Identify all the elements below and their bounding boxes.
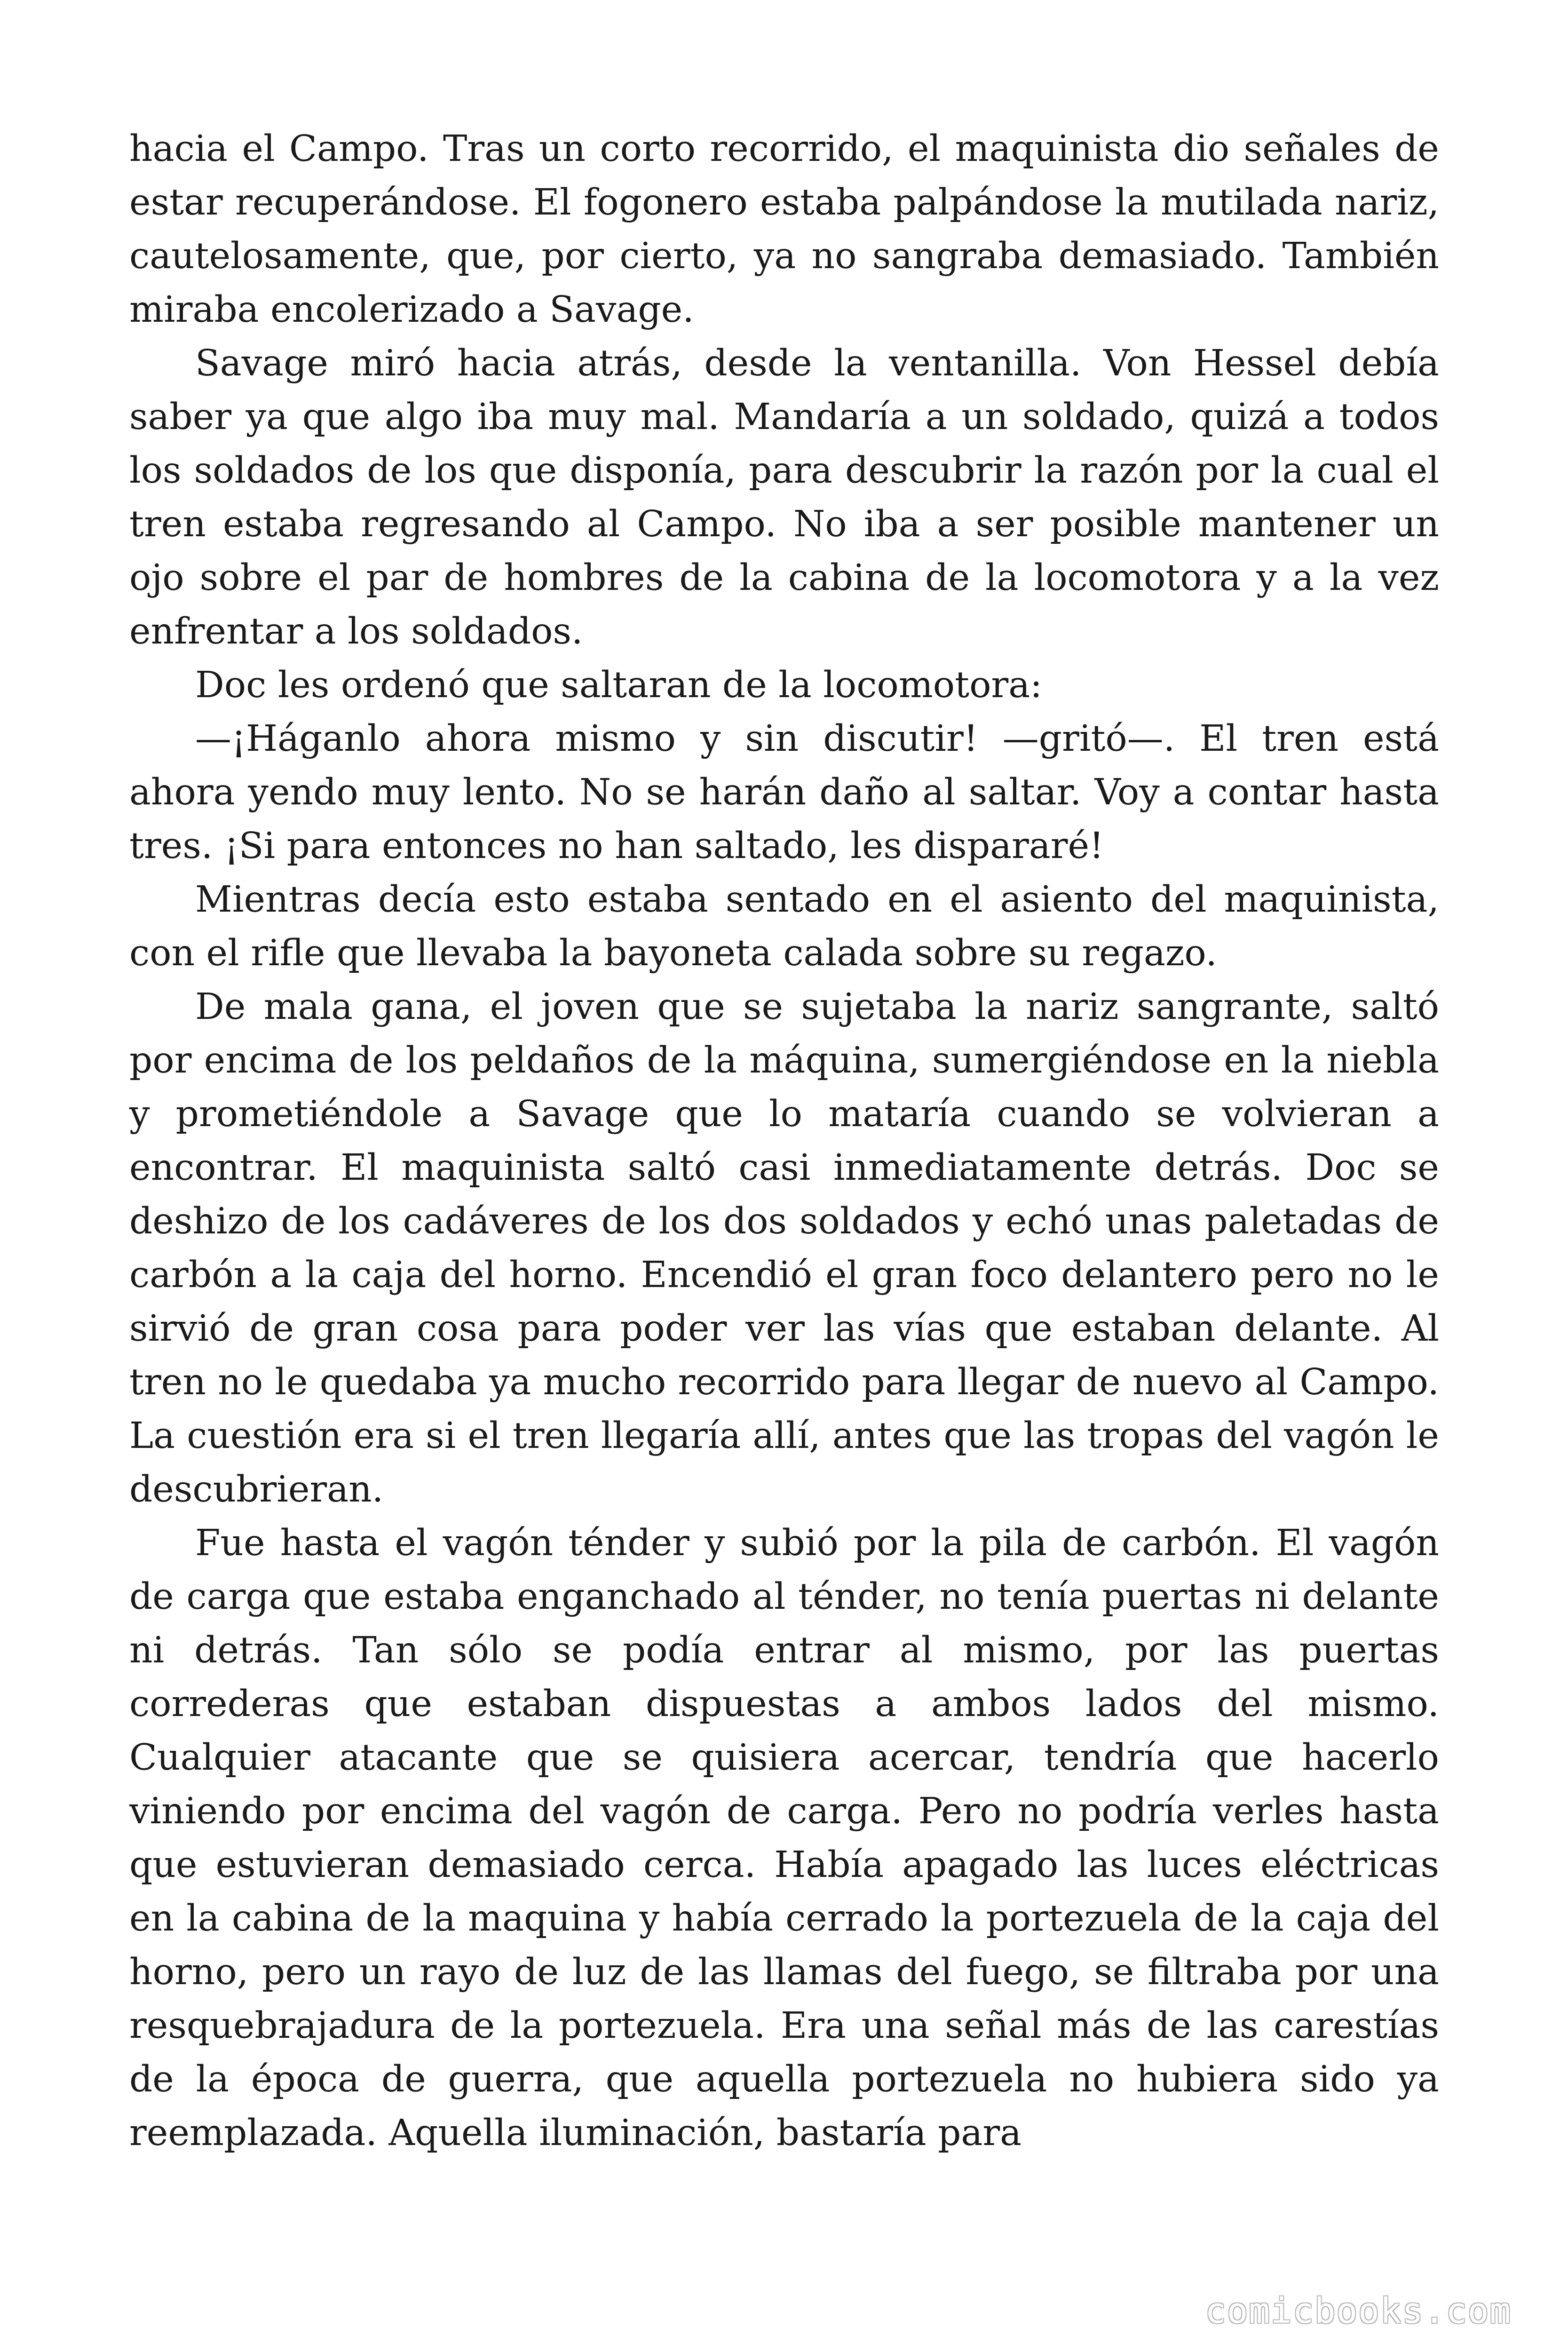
paragraph: Fue hasta el vagón ténder y subió por la pila de carbón. El vagón de carga que estaba enganchado al ténder, no tenía puertas ni delante ni detrás. Tan sólo se podía entrar al mismo, por las puertas correderas que estaban dispuestas a ambos lados del mismo. Cualquier atacante que se quisiera acercar, tendría que hacerlo viniendo por encima del vagón de carga. Pero no podría verles hasta que estuvieran demasiado cerca. Había apagado las luces eléctricas en la cabina de la maquina y había cerrado la portezuela de la caja del horno, pero un rayo de luz de las llamas del fuego, se filtraba por una resquebrajadura de la portezuela. Era una señal más de las carestías de la época de guerra, que aquella portezuela no hubiera sido ya reemplazada. Aquella iluminación, bastaría para xyxy=(129,1522,1439,2154)
paragraph: Mientras decía esto estaba sentado en el asiento del maquinista, con el rifle que llevaba la bayoneta calada sobre su regazo. xyxy=(129,879,1439,974)
body-text xyxy=(129,122,1439,2160)
watermark: comicbooks.com xyxy=(1205,2291,1512,2331)
paragraph-dialogue: —¡Háganlo ahora mismo y sin discutir! —gritó—. El tren está ahora yendo muy lento. No se harán daño al saltar. Voy a contar hasta tres. ¡Si para entonces no han saltado, les dispararé! xyxy=(129,718,1439,867)
paragraph: De mala gana, el joven que se sujetaba la nariz sangrante, saltó por encima de los peldaños de la máquina, sumergiéndose en la niebla y prometiéndole a Savage que lo mataría cuando se volvieran a encontrar. El maquinista saltó casi inmediatamente detrás. Doc se deshizo de los cadáveres de los dos soldados y echó unas paletadas de carbón a la caja del horno. Encendió el gran foco delantero pero no le sirvió de gran cosa para poder ver las vías que estaban delante. Al tren no le quedaba ya mucho recorrido para llegar de nuevo al Campo. La cuestión era si el tren llegaría allí, antes que las tropas del vagón le descubrieran. xyxy=(129,986,1439,1510)
paragraph: Doc les ordenó que saltaran de la locomotora: xyxy=(195,664,1043,706)
paragraph: Savage miró hacia atrás, desde la ventanilla. Von Hessel debía saber ya que algo iba muy mal. Mandaría a un soldado, quizá a todos los soldados de los que disponía, para descubrir la razón por la cual el tren estaba regresando al Campo. No iba a ser posible mantener un ojo sobre el par de hombres de la cabina de la locomotora y a la vez enfrentar a los soldados. xyxy=(129,342,1439,652)
paragraph-continuation: hacia el Campo. Tras un corto recorrido, el maquinista dio señales de estar recuperándose. El fogonero estaba palpándose la mutilada nariz, cautelosamente, que, por cierto, ya no sangraba demasiado. También miraba encolerizado a Savage. xyxy=(129,128,1439,331)
